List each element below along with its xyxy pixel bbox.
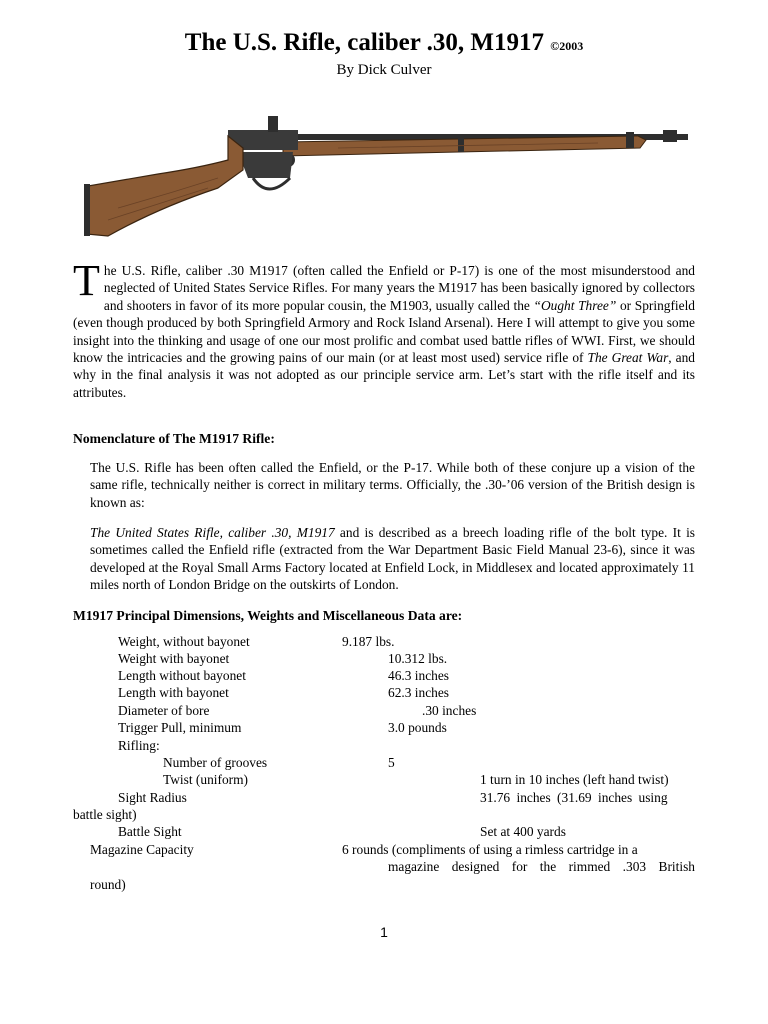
page-number: 1 [380, 924, 388, 940]
spec-value-length-bayonet: 62.3 inches [388, 685, 449, 700]
rifle-illustration [78, 108, 698, 240]
intro-paragraph [73, 256, 696, 401]
rifle-butt-plate [84, 184, 90, 236]
title-text: The U.S. Rifle, caliber .30, M1917 [184, 29, 544, 56]
rifle-rear-sight [268, 116, 278, 132]
rifle-stock [86, 136, 243, 236]
intro-italic-great-war: The Great War [587, 350, 669, 366]
spec-value-weight: 9.187 lbs. [342, 634, 395, 649]
nomenclature-paragraph: The U.S. Rifle has been often called the Enfield, or the P-17. While both of these conjure up a vision of the same rifle, technically neither is correct in military terms. Officially, the .30-’06 version of the British design is known as: [90, 460, 695, 510]
spec-label-length: Length without bayonet [118, 668, 246, 683]
spec-value-grooves: 5 [388, 755, 395, 770]
spec-value-magazine-1: 6 rounds (compliments of using a rimless cartridge in a [342, 842, 638, 857]
official-description: and is described as a breech loading rifle of the bolt type. It is sometimes called the Enfield rifle (extracted from the War Department Basic Field Manual 23-6), since it was developed at the Royal Small Arms Factory located at Enfield Lock, in Middlesex and located approximately 11 miles north of London Bridge on the outskirts of London. [90, 525, 696, 593]
spec-label-length-bayonet: Length with bayonet [118, 685, 229, 700]
rifle-band-2 [626, 132, 634, 148]
rifle-magazine [238, 152, 293, 178]
rifle-trigger-guard [253, 178, 290, 189]
rifle-band-1 [458, 134, 464, 152]
official-name: The United States Rifle, caliber .30, M1917 [90, 525, 335, 540]
spec-label-twist: Twist (uniform) [163, 772, 248, 787]
spec-value-sight-radius-cont: battle sight) [73, 807, 137, 822]
spec-value-magazine-2: magazine designed for the rimmed .303 British [388, 859, 695, 874]
specs-heading: M1917 Principal Dimensions, Weights and Miscellaneous Data are: [73, 608, 463, 623]
spec-value-trigger: 3.0 pounds [388, 720, 447, 735]
spec-label-weight-bayonet: Weight with bayonet [118, 651, 230, 666]
drop-cap: T [73, 256, 100, 305]
author-byline: By Dick Culver [336, 62, 432, 78]
intro-text-2: or Springfield (even though produced by both Springfield Armory and Rock Island Arsenal). Here I will attempt to give you some insight into the thinking and usage of one our most prolific and combat used battle rifles of WWI. First, we should know the intricacies and the growing pains of our main (or at least most used) service rifle of [73, 297, 695, 366]
rifle-muzzle [663, 130, 677, 142]
spec-label-bore: Diameter of bore [118, 703, 210, 718]
spec-label-magazine: Magazine Capacity [90, 842, 194, 857]
spec-value-bore: .30 inches [422, 703, 477, 718]
spec-label-grooves: Number of grooves [163, 755, 268, 770]
spec-label-weight: Weight, without bayonet [118, 634, 250, 649]
official-name-paragraph [90, 524, 695, 594]
spec-value-sight-radius: 31.76 inches (31.69 inches using [480, 790, 668, 805]
spec-value-battle-sight: Set at 400 yards [480, 824, 566, 839]
spec-label-rifling: Rifling: [118, 738, 160, 753]
nomenclature-heading: Nomenclature of The M1917 Rifle: [73, 431, 275, 446]
spec-label-sight-radius: Sight Radius [118, 790, 187, 805]
spec-label-trigger: Trigger Pull, minimum [118, 720, 242, 735]
intro-text-3: , and why in the final analysis it was not adopted as our principle service arm. Let’s start with the rifle itself and its attributes. [73, 350, 696, 400]
spec-value-length: 46.3 inches [388, 668, 449, 683]
spec-value-magazine-3: round) [90, 877, 126, 892]
copyright-notice: ©2003 [550, 39, 584, 53]
spec-value-weight-bayonet: 10.312 lbs. [388, 651, 448, 666]
spec-label-battle-sight: Battle Sight [118, 824, 182, 839]
intro-text-1: he U.S. Rifle, caliber .30 M1917 (often called the Enfield or P-17) is one of the most misunderstood and neglected of United States Service Rifles. For many years the M1917 has been basically ignored by collectors and shooters in favor of its more popular cousin, the M1903, usually called the [103, 263, 695, 313]
intro-italic-ought-three: “Ought Three” [533, 297, 617, 313]
spec-value-twist: 1 turn in 10 inches (left hand twist) [480, 772, 669, 787]
page-title [0, 26, 768, 63]
